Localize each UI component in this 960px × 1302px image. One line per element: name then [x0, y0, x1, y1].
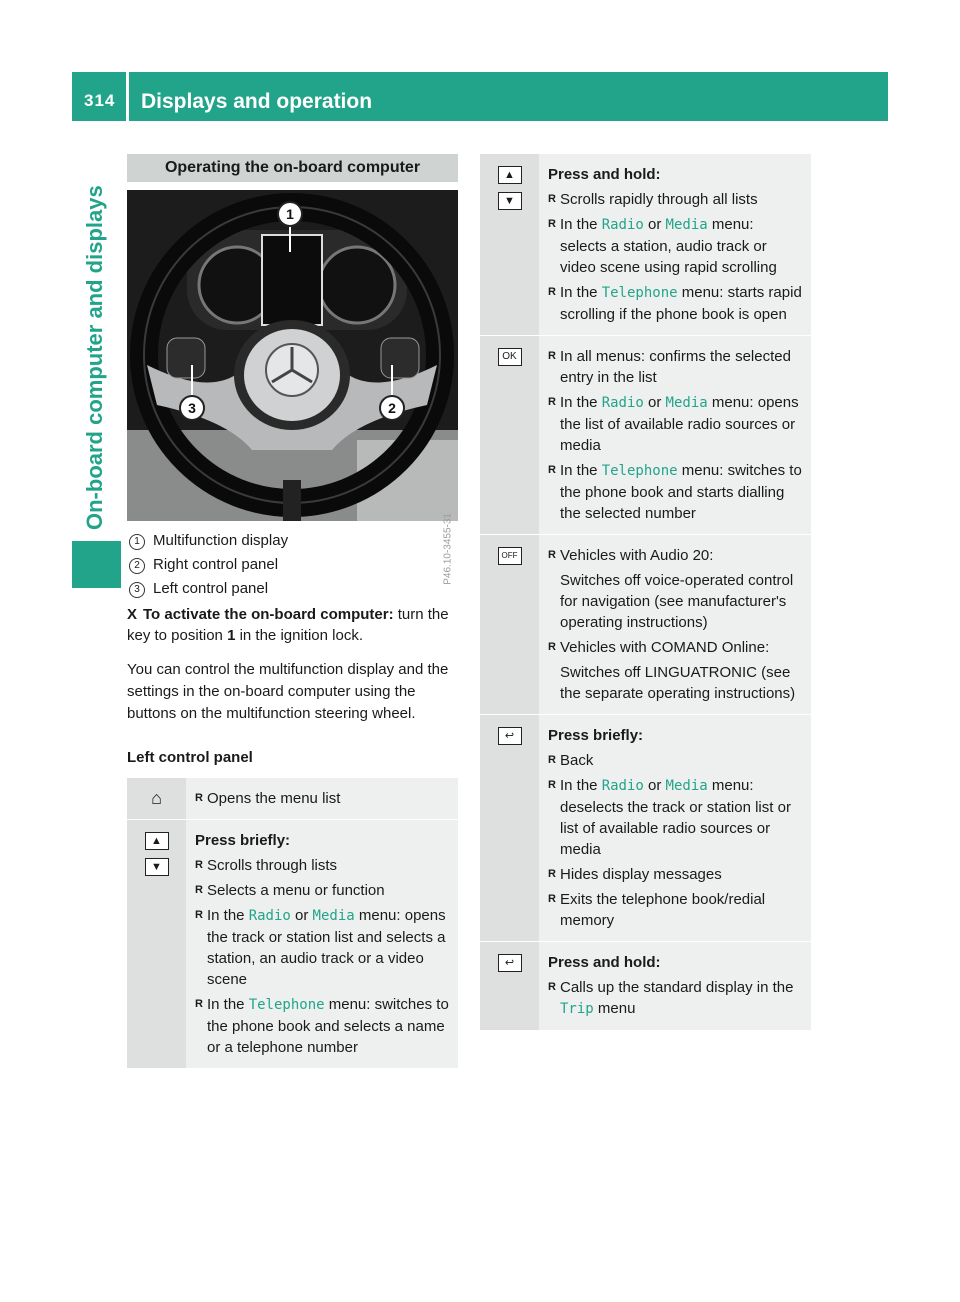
key-cell: [127, 820, 186, 1068]
instruction-position: 1: [227, 627, 236, 644]
list-item: R Scrolls rapidly through all lists: [548, 191, 758, 208]
list-item: R Selects a menu or function: [195, 882, 385, 899]
up-arrow-icon: ▲: [145, 832, 169, 850]
table-row: [480, 715, 811, 942]
instruction-bold: To activate the on-board computer:: [143, 606, 394, 623]
key-cell: [127, 778, 186, 819]
figure-legend: [127, 531, 458, 603]
legend-item: [127, 531, 458, 555]
callout-3: [180, 396, 204, 420]
table-row: [480, 154, 811, 336]
list-item: R Back: [548, 752, 594, 769]
down-arrow-icon: ▼: [498, 192, 522, 210]
key-cell: [480, 336, 539, 534]
list-item-detail: Switches off voice-operated control for navigation (see manufacturer's operating instructions): [560, 572, 794, 631]
list-item: R Vehicles with Audio 20:: [548, 547, 714, 564]
legend-item: [127, 579, 458, 603]
legend-text: Right control panel: [153, 556, 279, 573]
list-item: R In the Radio or Media menu: opens the list of available radio sources or media: [548, 394, 799, 454]
list-item: R In the Telephone menu: starts rapid scrolling if the phone book is open: [548, 284, 802, 323]
list-item: R In all menus: confirms the selected entry in the list: [548, 348, 791, 386]
list-item: R In the Telephone menu: switches to the phone book and starts dialling the selected number: [548, 462, 802, 522]
desc-cell: [539, 336, 811, 534]
callout-2: [380, 396, 404, 420]
legend-number: 2: [129, 558, 145, 574]
callout-1: [278, 202, 302, 226]
desc-cell: [539, 942, 811, 1030]
ok-icon: OK: [498, 348, 522, 366]
desc-cell: [186, 778, 458, 819]
list-item: R In the Telephone menu: switches to the phone book and selects a name or a telephone number: [195, 996, 449, 1056]
svg-text:2: 2: [388, 400, 396, 416]
list-item: R In the Radio or Media menu: deselects the track or station list or list of available radio sources or media: [548, 777, 791, 858]
legend-text: Left control panel: [153, 580, 269, 597]
row-title: Press briefly:: [195, 832, 291, 849]
home-icon: ⌂: [151, 788, 162, 808]
list-item: R In the Radio or Media menu: opens the track or station list and selects a station, an audio track or a video scene: [195, 907, 446, 988]
table-row: [127, 778, 458, 820]
legend-number: 3: [129, 582, 145, 598]
legend-item: [127, 555, 458, 579]
instruction-tail: in the ignition lock.: [239, 627, 363, 644]
list-item: R In the Radio or Media menu: selects a station, audio track or video scene using rapid scrolling: [548, 216, 777, 276]
right-control-table: [480, 154, 811, 1031]
key-cell: [480, 942, 539, 1030]
table-row: [480, 942, 811, 1031]
instruction-arrow-icon: X: [127, 606, 138, 623]
back-icon: ↩: [498, 727, 522, 745]
svg-text:1: 1: [286, 206, 294, 222]
desc-cell: [539, 715, 811, 941]
desc-cell: [539, 535, 811, 714]
steering-wheel-illustration: [127, 190, 458, 521]
row-title: Press and hold:: [548, 166, 661, 183]
key-cell: [480, 154, 539, 335]
side-tab-label: On-board computer and displays: [82, 185, 107, 530]
desc-cell: [186, 820, 458, 1068]
back-icon: ↩: [498, 954, 522, 972]
instruction-step: [127, 604, 458, 646]
instruction-text: turn the key to position: [127, 606, 449, 644]
list-item-detail: Switches off LINGUATRONIC (see the separate operating instructions): [560, 664, 796, 702]
side-tab-marker: [72, 541, 121, 588]
list-item: R Exits the telephone book/redial memory: [548, 891, 766, 929]
intro-paragraph: You can control the multifunction display and the settings in the on-board computer using the buttons on the multifunction steering wheel.: [127, 661, 449, 722]
svg-text:3: 3: [188, 400, 196, 416]
key-cell: [480, 535, 539, 714]
list-item: R Opens the menu list: [195, 790, 341, 807]
table-row: [127, 820, 458, 1069]
up-arrow-icon: ▲: [498, 166, 522, 184]
header-divider: [126, 72, 129, 121]
left-control-table: [127, 778, 458, 1069]
legend-number: 1: [129, 534, 145, 550]
row-title: Press briefly:: [548, 727, 644, 744]
left-panel-heading: Left control panel: [127, 749, 253, 766]
voice-off-icon: OFF: [498, 547, 522, 565]
figure-code: P46.10-3455-31: [443, 513, 454, 585]
list-item: R Vehicles with COMAND Online:: [548, 639, 770, 656]
list-item: R Scrolls through lists: [195, 857, 338, 874]
header-title: Displays and operation: [141, 90, 373, 113]
section-heading: Operating the on-board computer: [127, 154, 458, 182]
down-arrow-icon: ▼: [145, 858, 169, 876]
table-row: [480, 535, 811, 715]
list-item: R Calls up the standard display in the Trip menu: [548, 979, 794, 1017]
desc-cell: [539, 154, 811, 335]
list-item: R Hides display messages: [548, 866, 722, 883]
page-number: 314: [84, 91, 116, 110]
key-cell: [480, 715, 539, 941]
page-header: [72, 72, 888, 121]
legend-text: Multifunction display: [153, 532, 289, 549]
table-row: [480, 336, 811, 535]
row-title: Press and hold:: [548, 954, 661, 971]
